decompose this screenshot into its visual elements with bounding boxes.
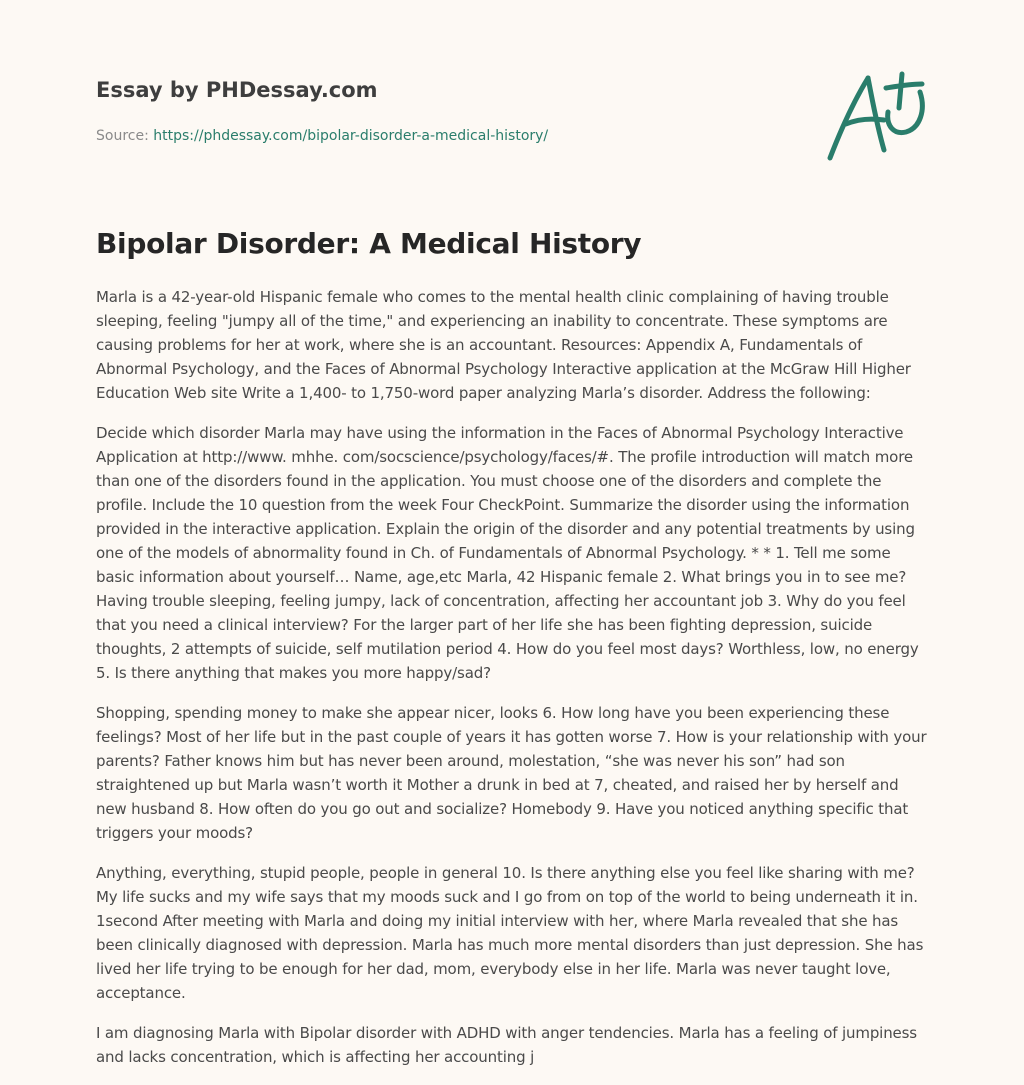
paragraph: Anything, everything, stupid people, people in general 10. Is there anything else you feel like sharing with me? My life sucks and my wife says that my moods suck and I go from on top of the world to being underneath it in. 1second After meeting with Marla and doing my initial interview with her, where Marla revealed that she has been clinically diagnosed with depression. Marla has much more mental disorders than just depression. She has lived her life trying to be enough for her dad, mom, everybody else in her life. Marla was never taught love, acceptance. <box>96 864 924 1002</box>
page-header <box>96 74 796 146</box>
paragraph: Marla is a 42-year-old Hispanic female who comes to the mental health clinic complaining of having trouble sleeping, feeling "jumpy all of the time," and experiencing an inability to concentrate. These symptoms are causing problems for her at work, where she is an accountant. Resources: Appendix A, Fundamentals of Abnormal Psychology, and the Faces of Abnormal Psychology Interactive application at the McGraw Hill Higher Education Web site Write a 1,400- to 1,750-word paper analyzing Marla’s disorder. Address the following: <box>96 288 911 402</box>
paragraph: I am diagnosing Marla with Bipolar disorder with ADHD with anger tendencies. Marla has a feeling of jumpiness and lacks concentration, which is affecting her accounting j <box>96 1024 917 1066</box>
paragraph: Decide which disorder Marla may have using the information in the Faces of Abnormal Psychology Interactive Application at http://www. mhhe. com/socscience/psychology/faces/#. The profile introduction will match more than one of the disorders found in the application. You must choose one of the disorders and complete the profile. Include the 10 question from the week Four CheckPoint. Summarize the disorder using the information provided in the interactive application. Explain the origin of the disorder and any potential treatments by using one of the models of abnormality found in Ch. of Fundamentals of Abnormal Psychology. * * 1. Tell me some basic information about yourself… Name, age,etc Marla, 42 Hispanic female 2. What brings you in to see me? Having trouble sleeping, feeling jumpy, lack of concentration, affecting her accountant job 3. Why do you feel that you need a clinical interview? For the larger part of her life she has been fighting depression, suicide thoughts, 2 attempts of suicide, self mutilation period 4. How do you feel most days? Worthless, low, no energy 5. Is there anything that makes you more happy/sad? <box>96 424 919 682</box>
source-label: Source: <box>96 128 154 144</box>
source-link[interactable]: https://phdessay.com/bipolar-disorder-a-medical-history/ <box>153 128 549 144</box>
source-line <box>96 126 796 146</box>
a-plus-logo-icon <box>822 66 932 166</box>
site-title: Essay by PHDessay.com <box>96 78 378 102</box>
paragraph: Shopping, spending money to make she appear nicer, looks 6. How long have you been experiencing these feelings? Most of her life but in the past couple of years it has gotten worse 7. How is your relationship with your parents? Father knows him but has never been around, molestation, “she was never his son” had son straightened up but Marla wasn’t worth it Mother a drunk in bed at 7, cheated, and raised her by herself and new husband 8. How often do you go out and socialize? Homebody 9. Have you noticed anything specific that triggers your moods? <box>96 704 927 842</box>
article-title: Bipolar Disorder: A Medical History <box>96 227 642 260</box>
article-body <box>96 285 932 1085</box>
